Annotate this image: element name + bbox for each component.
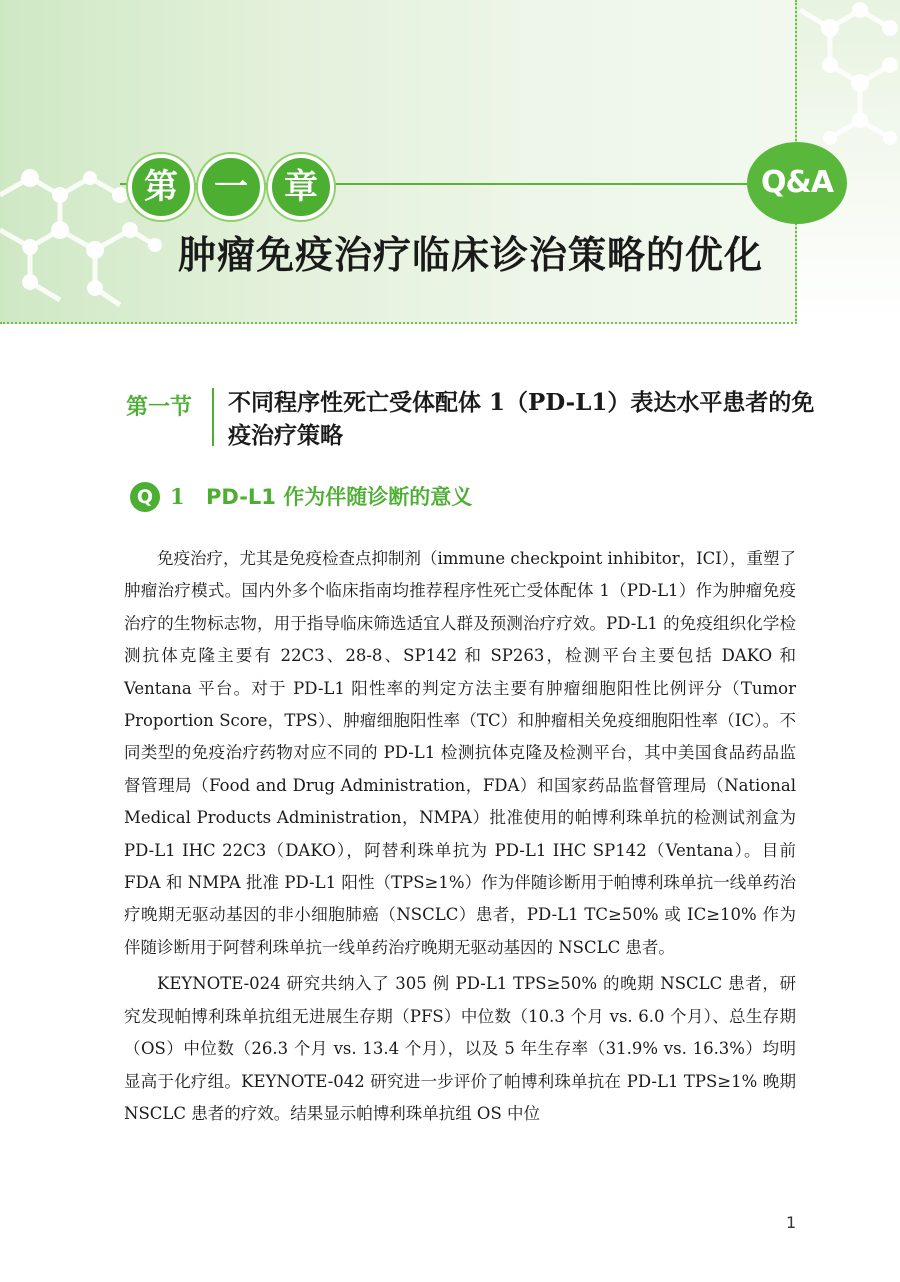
chapter-char-2: 一: [198, 154, 264, 220]
section-title: 不同程序性死亡受体配体 1（PD-L1）表达水平患者的免疫治疗策略: [228, 389, 815, 449]
paragraph-2: KEYNOTE-024 研究共纳入了 305 例 PD-L1 TPS≥50% 的晚期 NSCLC 患者，研究发现帕博利珠单抗组无进展生存期（PFS）中位数（10.3 个月 vs. 6.0 个月）、总生存期（OS）中位数（26.3 个月 vs. 13.4 个月），以及 5 年生存率（31.9% vs. 16.3%）均明显高于化疗组。KEYNOTE-042 研究进一步评价了帕博利珠单抗在 PD-L1 TPS≥1% 晚期 NSCLC 患者的疗效。结果显示帕博利珠单抗组 OS 中位: [124, 974, 796, 1123]
question-title: PD-L1 作为伴随诊断的意义: [206, 485, 473, 509]
body-text: [124, 543, 796, 1134]
section-number: 第一节: [126, 395, 193, 420]
qa-badge: Q&A: [747, 142, 847, 224]
question-number: 1: [170, 484, 185, 509]
chapter-char-3: 章: [268, 154, 334, 220]
question-icon: Q: [130, 482, 160, 512]
page-number: 1: [786, 1213, 797, 1232]
paragraph-1: 免疫治疗，尤其是免疫检查点抑制剂（immune checkpoint inhibitor，ICI），重塑了肿瘤治疗模式。国内外多个临床指南均推荐程序性死亡受体配体 1（PD-L1）作为肿瘤免疫治疗的生物标志物，用于指导临床筛选适宜人群及预测治疗疗效。PD-L1 的免疫组织化学检测抗体克隆主要有 22C3、28-8、SP142 和 SP263，检测平台主要包括 DAKO 和 Ventana 平台。对于 PD-L1 阳性率的判定方法主要有肿瘤细胞阳性比例评分（Tumor Proportion Score，TPS）、肿瘤细胞阳性率（TC）和肿瘤相关免疫细胞阳性率（IC）。不同类型的免疫治疗药物对应不同的 PD-L1 检测抗体克隆及检测平台，其中美国食品药品监督管理局（Food and Drug Administration，FDA）和国家药品监督管理局（National Medical Products Administration，NMPA）批准使用的帕博利珠单抗的检测试剂盒为 PD-L1 IHC 22C3（DAKO），阿替利珠单抗为 PD-L1 IHC SP142（Ventana）。目前 FDA 和 NMPA 批准 PD-L1 阳性（TPS≥1%）作为伴随诊断用于帕博利珠单抗一线单药治疗晚期无驱动基因的非小细胞肺癌（NSCLC）患者，PD-L1 TC≥50% 或 IC≥10% 作为伴随诊断用于阿替利珠单抗一线单药治疗晚期无驱动基因的 NSCLC 患者。: [124, 549, 796, 957]
section-divider: [212, 388, 214, 446]
chapter-title: 肿瘤免疫治疗临床诊治策略的优化: [178, 233, 764, 277]
chapter-char-1: 第: [128, 154, 194, 220]
